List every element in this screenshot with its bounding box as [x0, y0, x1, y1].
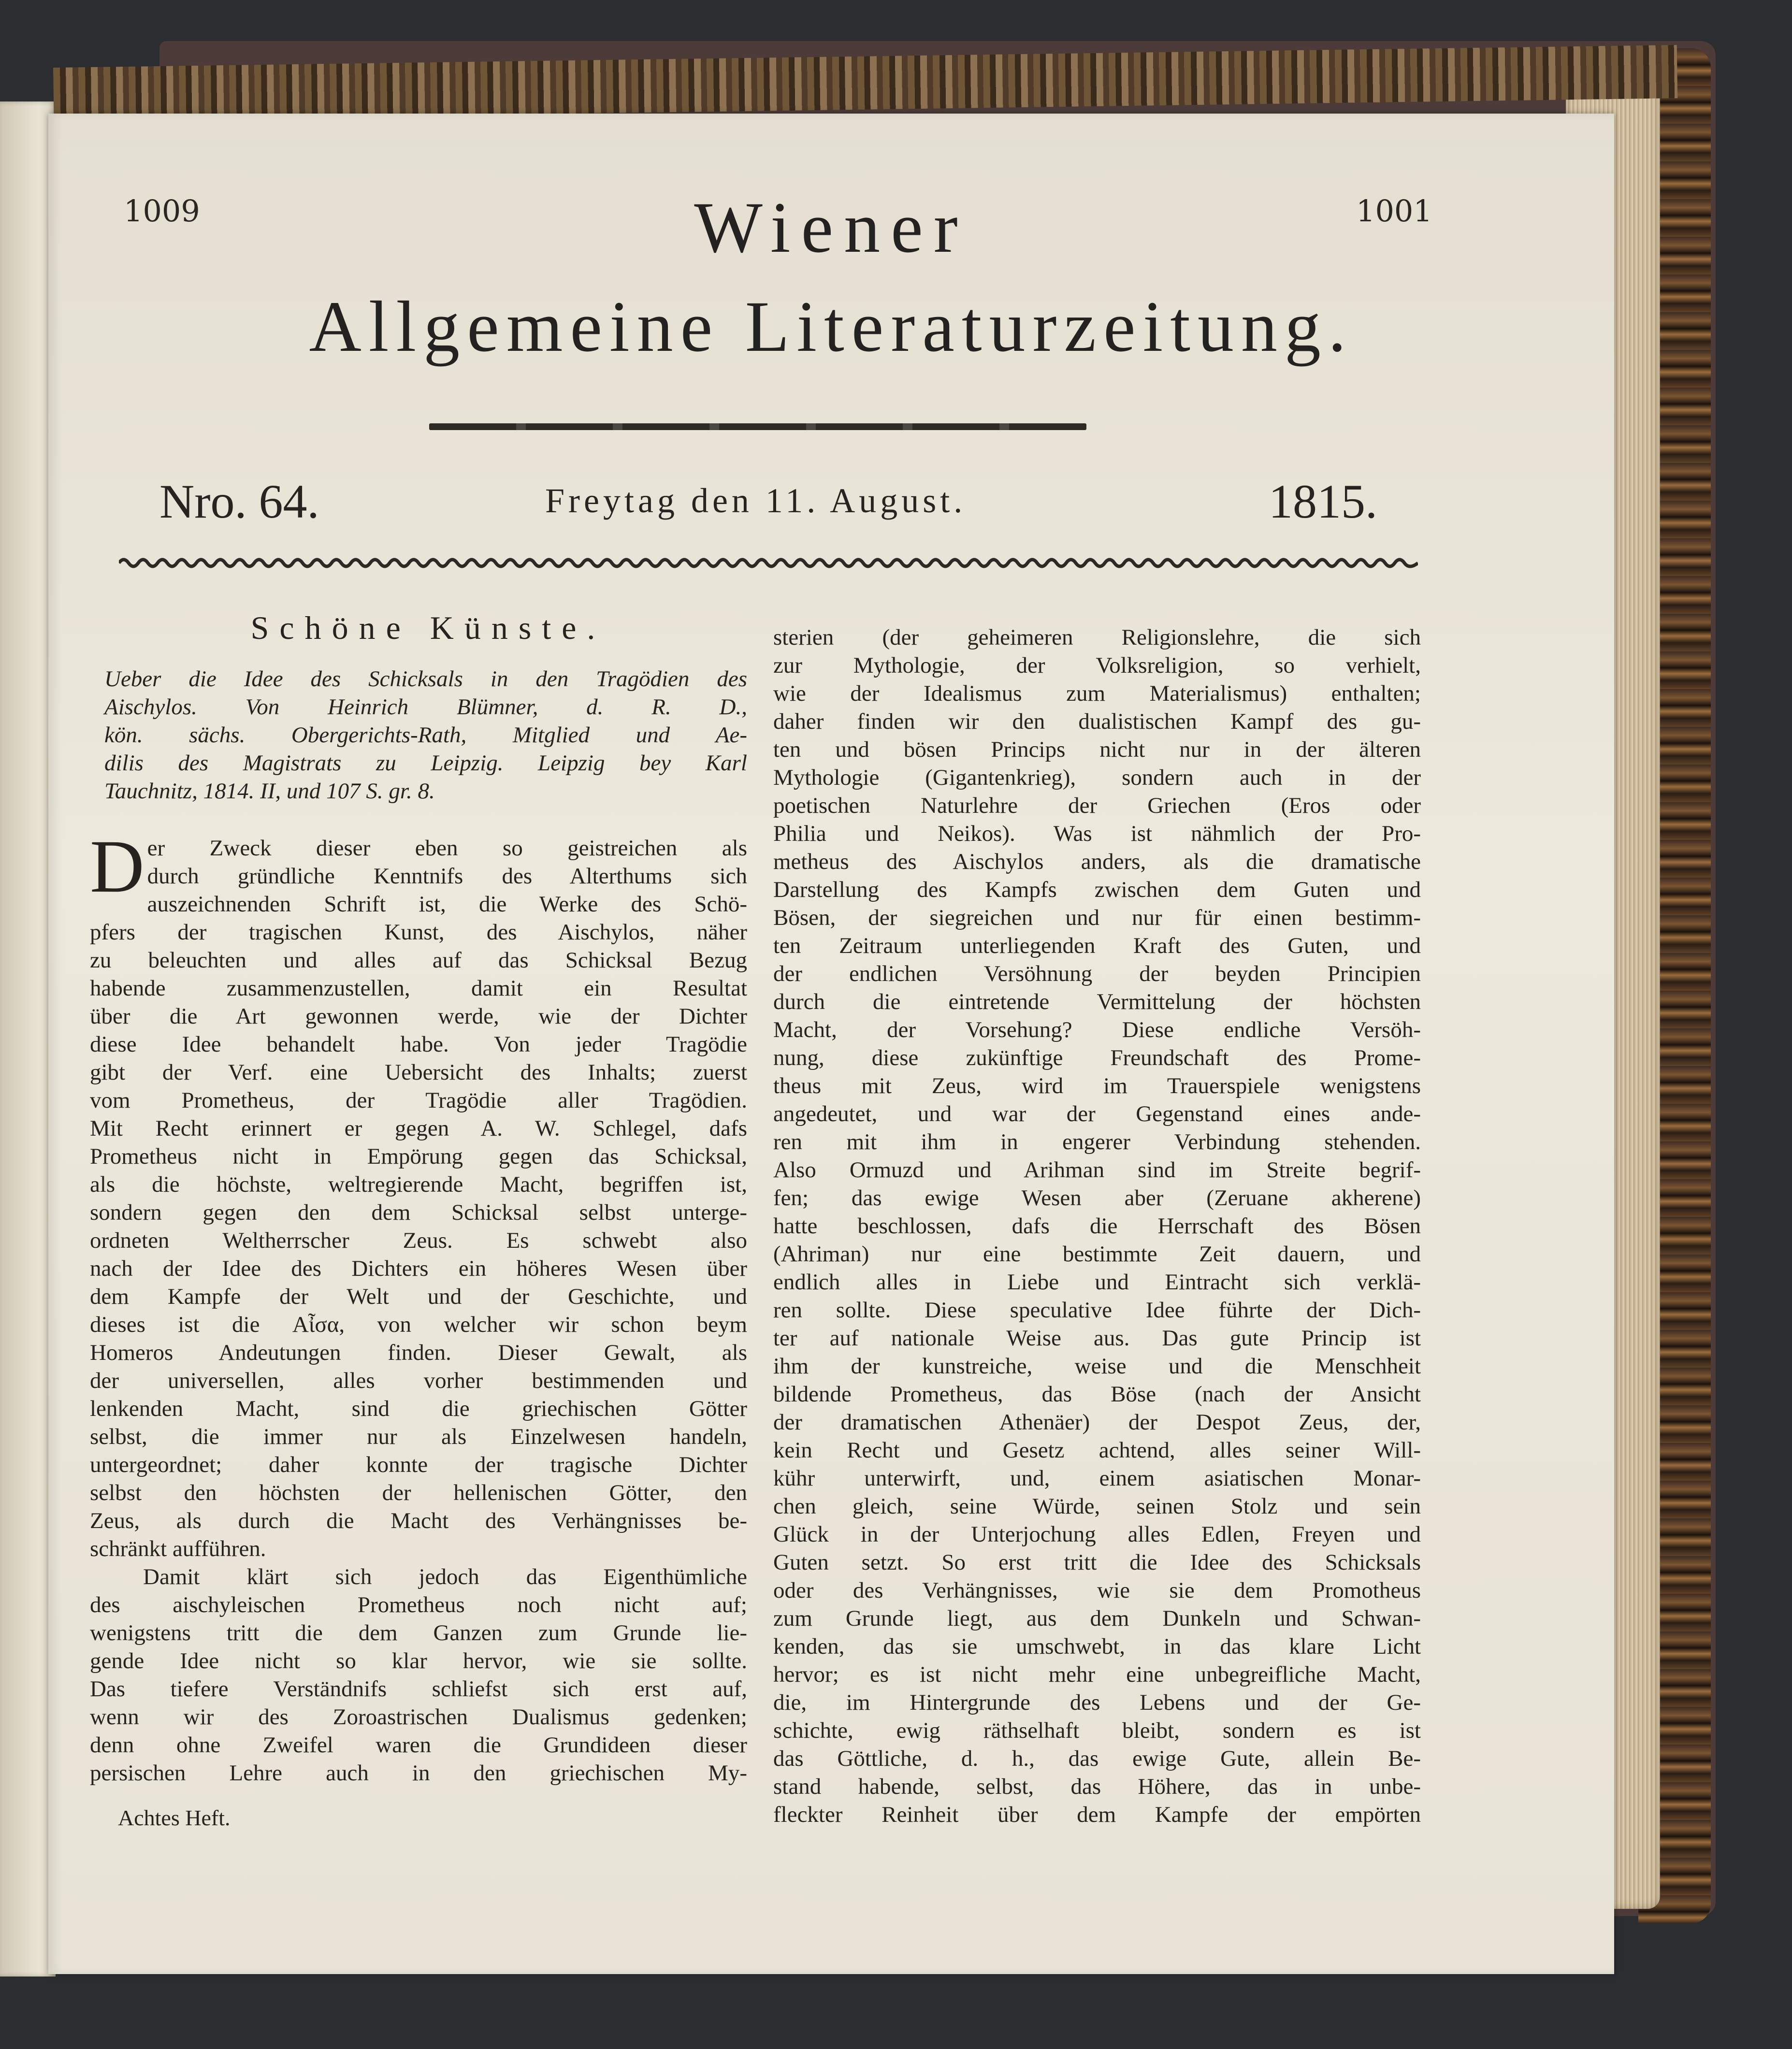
- citation-line: kön. sächs. Obergerichts-Rath, Mitglied und Ae-: [104, 722, 747, 748]
- text-line: kein Recht und Gesetz achtend, alles seiner Will-: [773, 1438, 1421, 1463]
- text-line: auszeichnenden Schrift ist, die Werke des Schö-: [147, 892, 747, 917]
- signature-mark: Achtes Heft.: [118, 1805, 231, 1830]
- right-column-text: [773, 623, 1421, 1829]
- text-line: theus mit Zeus, wird im Trauerspiele wenigstens: [773, 1073, 1421, 1098]
- masthead-title-line1: Wiener: [694, 188, 968, 268]
- text-line: untergeordnet; daher konnte der tragische Dichter: [90, 1452, 747, 1477]
- citation-line: Tauchnitz, 1814. II, und 107 S. gr. 8.: [104, 779, 435, 804]
- text-line: selbst den höchsten der hellenischen Götter, den: [90, 1480, 747, 1505]
- text-line: pfers der tragischen Kunst, des Aischylos, näher: [90, 920, 747, 945]
- text-line: gibt der Verf. eine Uebersicht des Inhalts; zuerst: [90, 1060, 747, 1085]
- text-line: oder des Verhängnisses, wie sie dem Promotheus: [773, 1578, 1421, 1603]
- text-line: des aischyleischen Prometheus noch nicht auf;: [90, 1592, 747, 1617]
- article-paragraph-1: [90, 824, 747, 1563]
- text-line: schichte, ewig räthselhaft bleibt, sondern es ist: [773, 1718, 1421, 1743]
- text-line: sondern gegen den dem Schicksal selbst unterge-: [90, 1200, 747, 1225]
- text-line: kenden, das sie umschwebt, in das klare Licht: [773, 1634, 1421, 1659]
- article-paragraph-2: [90, 1563, 747, 1787]
- text-line: nach der Idee des Dichters ein höheres Wesen über: [90, 1256, 747, 1281]
- text-line: fleckter Reinheit über dem Kampfe der empörten: [773, 1802, 1421, 1827]
- text-line: wie der Idealismus zum Materialismus) enthalten;: [773, 681, 1421, 706]
- text-line: metheus des Aischylos anders, als die dramatische: [773, 849, 1421, 874]
- text-line: Philia und Neikos). Was ist nähmlich der Pro-: [773, 821, 1421, 846]
- text-line: selbst, die immer nur als Einzelwesen handeln,: [90, 1424, 747, 1449]
- text-line: er Zweck dieser eben so geistreichen als: [147, 836, 747, 861]
- text-line: endlich alles in Liebe und Eintracht sich verklä-: [773, 1270, 1421, 1295]
- text-line: persischen Lehre auch in den griechischen My-: [90, 1760, 747, 1786]
- previous-page-edge: [0, 101, 56, 1977]
- text-line: vom Prometheus, der Tragödie aller Tragödien.: [90, 1088, 747, 1113]
- text-line: lenkenden Macht, sind die griechischen Götter: [90, 1396, 747, 1421]
- text-line: Damit klärt sich jedoch das Eigenthümliche: [143, 1564, 747, 1589]
- text-line: zu beleuchten und alles auf das Schicksal Bezug: [90, 948, 747, 973]
- citation-line: dilis des Magistrats zu Leipzig. Leipzig bey Karl: [104, 750, 747, 776]
- text-line: nung, diese zukünftige Freundschaft des Prome-: [773, 1045, 1421, 1070]
- text-line: denn ohne Zweifel waren die Grundideen dieser: [90, 1732, 747, 1758]
- text-line: Macht, der Vorsehung? Diese endliche Versöh-: [773, 1017, 1421, 1042]
- issue-date: Freytag den 11. August.: [545, 481, 967, 520]
- text-line: ten und bösen Princips nicht nur in der älteren: [773, 737, 1421, 762]
- text-line: bildende Prometheus, das Böse (nach der Ansicht: [773, 1382, 1421, 1407]
- text-line: habende zusammenzustellen, damit ein Resultat: [90, 976, 747, 1001]
- text-line: der dramatischen Athenäer) der Despot Zeus, der,: [773, 1410, 1421, 1435]
- masthead-title-line2: Allgemeine Literaturzeitung.: [309, 287, 1354, 367]
- page-number-right: 1001: [1356, 193, 1432, 229]
- text-line: das Göttliche, d. h., das ewige Gute, allein Be-: [773, 1746, 1421, 1771]
- right-column: [773, 623, 1421, 1829]
- citation-line: Ueber die Idee des Schicksals in den Tragödien des: [104, 666, 747, 692]
- page-number-left: 1009: [124, 193, 200, 229]
- wavy-divider-rule: [119, 555, 1418, 571]
- text-line: daher finden wir den dualistischen Kampf des gu-: [773, 709, 1421, 734]
- text-line: diese Idee behandelt habe. Von jeder Tragödie: [90, 1032, 747, 1057]
- text-line: kühr unterwirft, und, einem asiatischen Monar-: [773, 1466, 1421, 1491]
- text-line: ren sollte. Diese speculative Idee führte der Dich-: [773, 1298, 1421, 1323]
- text-line: (Ahriman) nur eine bestimmte Zeit dauern, und: [773, 1241, 1421, 1267]
- text-line: Zeus, als durch die Macht des Verhängnisses be-: [90, 1508, 747, 1533]
- text-line: Mit Recht erinnert er gegen A. W. Schlegel, dafs: [90, 1116, 747, 1141]
- issue-year: 1815.: [1269, 475, 1377, 528]
- text-line: wenn wir des Zoroastrischen Dualismus gedenken;: [90, 1704, 747, 1730]
- text-line: Mythologie (Gigantenkrieg), sondern auch in der: [773, 765, 1421, 790]
- text-line: poetischen Naturlehre der Griechen (Eros oder: [773, 793, 1421, 818]
- text-line: zum Grunde liegt, aus dem Dunkeln und Schwan-: [773, 1606, 1421, 1631]
- text-line: zur Mythologie, der Volksreligion, so verhielt,: [773, 653, 1421, 678]
- text-line: Bösen, der siegreichen und nur für einen bestimm-: [773, 905, 1421, 930]
- text-line: ordneten Weltherrscher Zeus. Es schwebt also: [90, 1228, 747, 1253]
- text-line: angedeutet, und war der Gegenstand eines ande-: [773, 1101, 1421, 1126]
- text-line: wenigstens tritt die dem Ganzen zum Grunde lie-: [90, 1620, 747, 1645]
- text-line: der endlichen Versöhnung der beyden Principien: [773, 961, 1421, 986]
- text-line: als die höchste, weltregierende Macht, begriffen ist,: [90, 1172, 747, 1197]
- issue-number: Nro. 64.: [159, 475, 319, 528]
- text-line: sterien (der geheimeren Religionslehre, die sich: [773, 625, 1421, 650]
- citation-line: Aischylos. Von Heinrich Blümner, d. R. D.,: [104, 694, 747, 720]
- text-line: schränkt aufführen.: [90, 1536, 266, 1561]
- text-line: über die Art gewonnen werde, wie der Dichter: [90, 1004, 747, 1029]
- drop-cap-letter: D: [90, 824, 145, 908]
- text-line: ihm der kunstreiche, weise und die Menschheit: [773, 1354, 1421, 1379]
- text-line: Glück in der Unterjochung alles Edlen, Freyen und: [773, 1522, 1421, 1547]
- text-line: fen; das ewige Wesen aber (Zeruane akherene): [773, 1185, 1421, 1211]
- left-column: [90, 609, 747, 1787]
- text-line: dem Kampfe der Welt und der Geschichte, und: [90, 1284, 747, 1309]
- text-line: die, im Hintergrunde des Lebens und der Ge-: [773, 1690, 1421, 1715]
- text-line: chen gleich, seine Würde, seinen Stolz und sein: [773, 1494, 1421, 1519]
- text-line: stand habende, selbst, das Höhere, das in unbe-: [773, 1774, 1421, 1799]
- text-line: Darstellung des Kampfs zwischen dem Guten und: [773, 877, 1421, 902]
- text-line: hervor; es ist nicht mehr eine unbegreifliche Macht,: [773, 1662, 1421, 1687]
- text-line: gende Idee nicht so klar hervor, wie sie sollte.: [90, 1648, 747, 1674]
- text-line: Prometheus nicht in Empörung gegen das Schicksal,: [90, 1144, 747, 1169]
- text-line: ten Zeitraum unterliegenden Kraft des Guten, und: [773, 933, 1421, 958]
- text-line: durch gründliche Kenntnifs des Alterthums sich: [147, 864, 747, 889]
- text-line: Guten setzt. So erst tritt die Idee des Schicksals: [773, 1550, 1421, 1575]
- text-line: ter auf nationale Weise aus. Das gute Princip ist: [773, 1326, 1421, 1351]
- review-citation: [104, 665, 747, 805]
- section-heading: Schöne Künste.: [250, 609, 606, 646]
- text-line: dieses ist die Αἶσα, von welcher wir schon beym: [90, 1312, 747, 1337]
- text-line: der universellen, alles vorher bestimmenden und: [90, 1368, 747, 1393]
- text-line: durch die eintretende Vermittelung der höchsten: [773, 989, 1421, 1014]
- text-line: Homeros Andeutungen finden. Dieser Gewalt, als: [90, 1340, 747, 1365]
- text-line: ren mit ihm in engerer Verbindung stehenden.: [773, 1129, 1421, 1154]
- text-line: Das tiefere Verständnifs schliefst sich erst auf,: [90, 1676, 747, 1702]
- masthead-rule: [429, 423, 1086, 430]
- text-line: hatte beschlossen, dafs die Herrschaft des Bösen: [773, 1213, 1421, 1239]
- text-line: Also Ormuzd und Arihman sind im Streite begrif-: [773, 1157, 1421, 1183]
